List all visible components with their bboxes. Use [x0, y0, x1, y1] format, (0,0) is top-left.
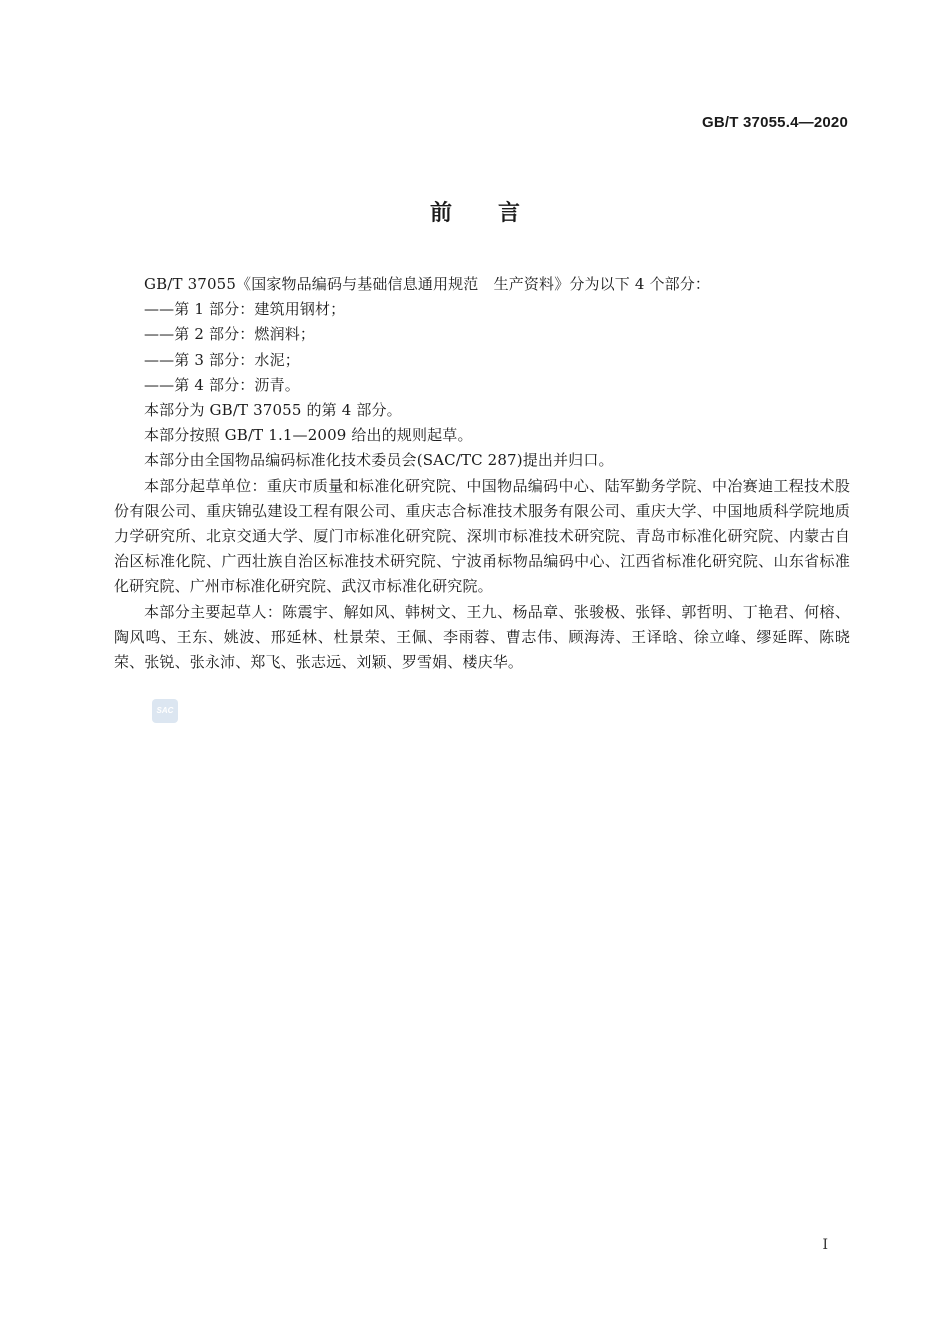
standard-number: GB/T 37055.4—2020 — [702, 114, 848, 131]
foreword-body — [114, 272, 850, 675]
list-item-part-2: ——第 2 部分：燃润料； — [144, 325, 316, 344]
paragraph-part-statement: 本部分为 GB/T 37055 的第 4 部分。 — [144, 401, 402, 420]
paragraph-drafters: 本部分主要起草人：陈震宇、解如风、韩树文、王九、杨品章、张骏极、张铎、郭哲明、丁艳君、何榕、陶风鸣、王东、姚波、邢延林、杜景荣、王佩、李雨蓉、曹志伟、顾海涛、王译晗、徐立峰、缪延晖、陈晓荣、张锐、张永沛、郑飞、张志远、刘颖、罗雪娟、楼庆华。 — [114, 602, 850, 672]
list-item-part-1: ——第 1 部分：建筑用钢材； — [144, 300, 346, 319]
list-item-part-4: ——第 4 部分：沥青。 — [144, 375, 300, 394]
page-title: 前言 — [429, 201, 566, 226]
list-item-part-3: ——第 3 部分：水泥； — [144, 350, 300, 369]
paragraph-parts-overview: GB/T 37055《国家物品编码与基础信息通用规范 生产资料》分为以下 4 个部分： — [144, 275, 711, 293]
paragraph-drafting-organizations: 本部分起草单位：重庆市质量和标准化研究院、中国物品编码中心、陆军勤务学院、中冶赛迪工程技术股份有限公司、重庆锦弘建设工程有限公司、重庆志合标准技术服务有限公司、重庆大学、中国地质科学院地质力学研究所、北京交通大学、厦门市标准化研究院、深圳市标准技术研究院、青岛市标准化研究院、内蒙古自治区标准化院、广西壮族自治区标准技术研究院、宁波甬标物品编码中心、江西省标准化研究院、山东省标准化研究院、广州市标准化研究院、武汉市标准化研究院。 — [114, 476, 850, 596]
paragraph-drafting-rules: 本部分按照 GB/T 1.1—2009 给出的规则起草。 — [144, 426, 473, 445]
sac-logo: SAC — [152, 699, 178, 723]
paragraph-proposer: 本部分由全国物品编码标准化技术委员会(SAC/TC 287)提出并归口。 — [144, 451, 614, 470]
page-number: I — [822, 1237, 828, 1253]
